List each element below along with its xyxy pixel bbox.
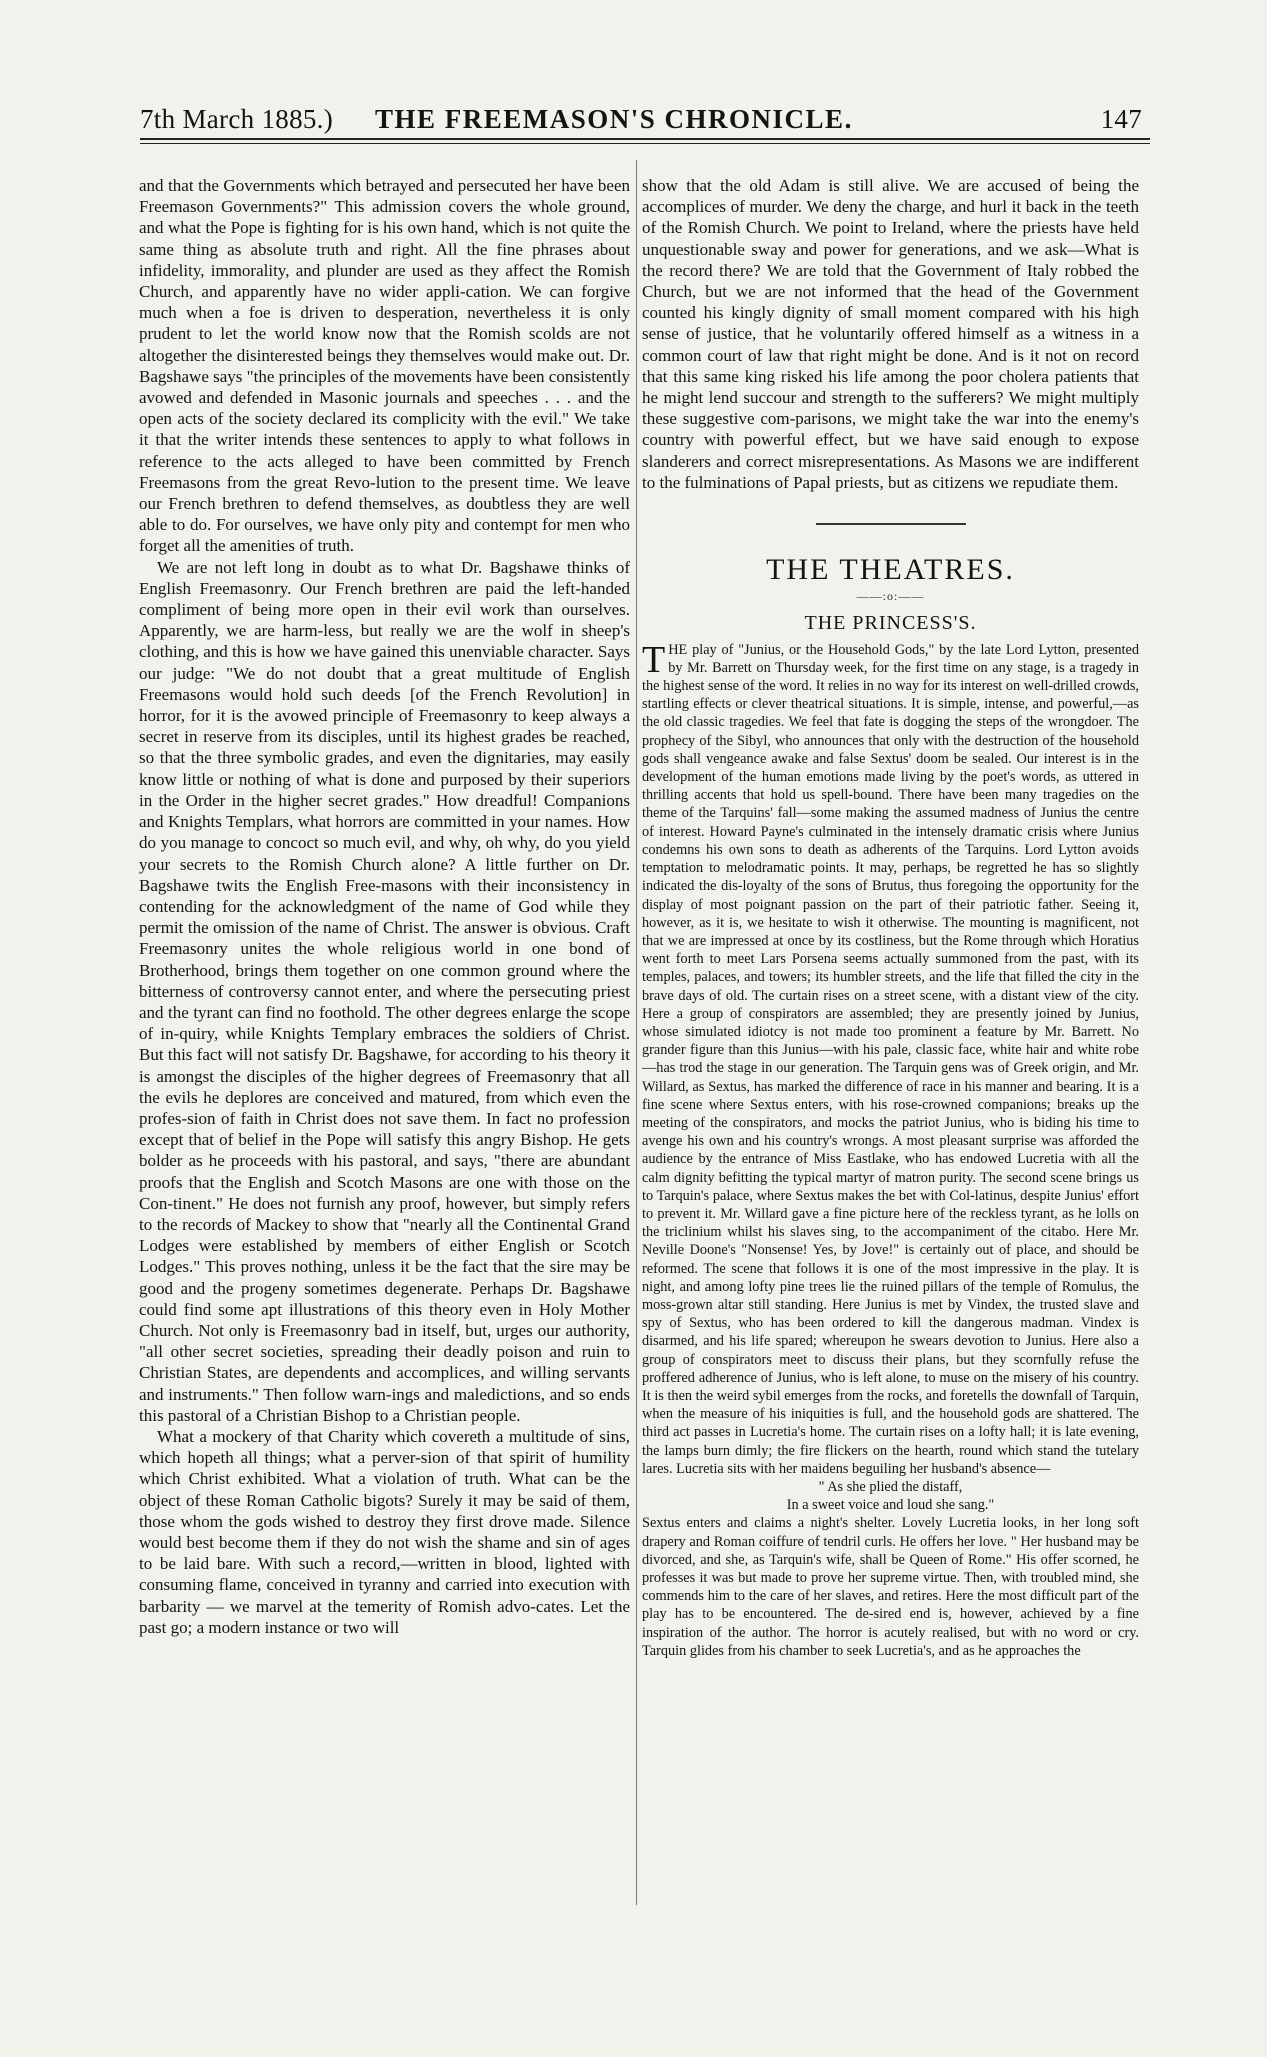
section-ornament: ——:o:—— — [856, 589, 925, 604]
verse-line: " As she plied the distaff, — [818, 1479, 963, 1495]
column-divider — [636, 160, 637, 1905]
section-rule — [816, 523, 966, 525]
left-column — [139, 175, 630, 1638]
review-paragraph: Sextus enters and claims a night's shelter. Lovely Lucretia looks, in her long soft drapery and Roman coiffure of tendril curls. He offers her love. " Her husband may be divorced, and she, as Tarquin's wife, shall be Queen of Rome." His offer scorned, he professes it was but made to prove her supreme virtue. Then, with troubled mind, she commends him to the care of her slaves, and retires. Here the most difficult part of the play has to be encountered. The de-sired end is, however, achieved by a fine inspiration of the author. The horror is acutely realised, but with no word or cry. Tarquin glides from his chamber to seek Lucretia's, and as he approaches the — [642, 1515, 1139, 1659]
subsection-title: THE PRINCESS'S. — [804, 612, 977, 635]
verse-quote — [642, 1478, 1139, 1514]
page-header — [140, 98, 1150, 138]
right-column — [642, 175, 1139, 1660]
article-paragraph: show that the old Adam is still alive. We are accused of being the accomplices of murder. We deny the charge, and hurl it back in the teeth of the Romish Church. We point to Ireland, where the priests have held unquestionable sway and power for generations, and we ask—What is the record there? We are told that the Government of Italy robbed the Church, but we are not informed that the head of the Government counted his kingly dignity of small moment compared with his high sense of justice, that he voluntarily offered himself as a witness in a common court of law that right might be done. And is it not on record that this same king risked his life among the poor cholera patients that he might lend succour and strength to the sufferers? We might multiply these suggestive com-parisons, we might take the war into the enemy's country with powerful effect, but we have said enough to expose slanderers and correct misrepresentations. As Masons we are indifferent to the fulminations of Papal priests, but as citizens we repudiate them. — [642, 176, 1139, 492]
article-paragraph: We are not left long in doubt as to what Dr. Bagshawe thinks of English Freemasonry. Our French brethren are paid the left-handed compliment of being more open in their evil work than ourselves. Apparently, we are harm-less, but really we are the wolf in sheep's clothing, and this is how we have gained this unenviable character. Says our judge: "We do not doubt that a great multitude of English Freemasons would hold such deeds [of the French Revolution] in horror, for it is the avowed principle of Freemasonry to keep always a secret in reserve from its disciples, until its highest grades be reached, so that the three symbolic grades, and even the dignitaries, may easily know little or nothing of what is done and purposed by their superiors in the Order in the higher secret grades." How dreadful! Companions and Knights Templars, what horrors are committed in your names. How do you manage to concoct so much evil, and why, oh why, do you yield your secrets to the Romish Church alone? A little further on Dr. Bagshawe twits the English Free-masons with their inconsistency in contending for the acknowledgment of the name of God while they permit the omission of the name of Christ. The answer is obvious. Craft Freemasonry unites the whole religious world in one bond of Brotherhood, brings them together on one common ground where the bitterness of controversy cannot enter, and where the persecuting priest and the tyrant can find no foothold. The other degrees enlarge the scope of in-quiry, while Knights Templary embraces the soldiers of Christ. But this fact will not satisfy Dr. Bagshawe, for according to his theory it is amongst the disciples of the higher degrees of Freemasonry that all the evils he deplores are conceived and matured, from which even the profes-sion of faith in Christ does not save them. In fact no profession except that of belief in the Pope will satisfy this angry Bishop. He gets bolder as he proceeds with his pastoral, and says, "there are abundant proofs that the English and Scotch Masons are one with those on the Con-tinent." He does not furnish any proof, however, but simply refers to the records of Mackey to show that "nearly all the Continental Grand Lodges were established by members of either English or Scotch Lodges." This proves nothing, unless it be the fact that the sire may be good and the progeny sometimes degenerate. Perhaps Dr. Bagshawe could find some apt illustrations of this theory even in Holy Mother Church. Not only is Freemasonry bad in itself, but, urges our authority, "all other secret societies, spreading their deadly poison and ruin to Christian States, are dependents and accomplices, and willing servants and instruments." Then follow warn-ings and maledictions, and so ends this pastoral of a Christian Bishop to a Christian people. — [139, 557, 630, 1425]
issue-date: 7th March 1885.) — [140, 104, 334, 134]
header-rule — [140, 138, 1150, 140]
article-paragraph: What a mockery of that Charity which covereth a multitude of sins, which hopeth all things; what a perver-sion of that spirit of humility which Christ exhibited. What a violation of truth. What can be the object of these Roman Catholic bigots? Surely it may be said of them, those whom the gods wished to destroy they first drove made. Silence would best become them if they do not wish the shame and sin of ages to be laid bare. With such a record,—written in blood, lighted with consuming flame, conceived in tyranny and carried into execution with barbarity — we marvel at the temerity of Romish advo-cates. Let the past go; a modern instance or two will — [139, 1426, 630, 1637]
article-paragraph: and that the Governments which betrayed and persecuted her have been Freemason Governments?" This admission covers the whole ground, and what the Pope is fighting for is his own hand, which is not quite the same thing as absolute truth and right. All the fine phrases about infidelity, immorality, and plunder are used as they affect the Romish Church, and apparently have no wider appli-cation. We can forgive much when a foe is driven to desperation, nevertheless it is only prudent to let the world know now that the Romish scolds are not altogether the disinterested beings they themselves would make out. Dr. Bagshawe says "the principles of the movements have been consistently avowed and defended in Masonic journals and speeches . . . and the open acts of the society declared its complicity with the evil." We take it that the writer intends these sentences to apply to what follows in reference to the acts alleged to have been committed by French Freemasons from the great Revo-lution to the present time. We leave our French brethren to defend themselves, as doubtless they are well able to do. For ourselves, we have only pity and contempt for men who forget all the amenities of truth. — [139, 176, 630, 556]
page-number: 147 — [1100, 104, 1142, 134]
review-paragraph: THE play of "Junius, or the Household Gods," by the late Lord Lytton, presented by Mr. Barrett on Thursday week, for the first time on any stage, is a tragedy in the highest sense of the word. It relies in no way for its interest on well-drilled crowds, startling effects or clever theatrical situations. It is simple, intense, and powerful,—as the old classic tragedies. We feel that fate is dogging the steps of the wrongdoer. The prophecy of the Sibyl, who announces that only with the destruction of the household gods shall vengeance awake and false Sextus' doom be sealed. Our interest is in the development of the human emotions made living by the poet's words, as uttered in thrilling accents that hold us spell-bound. There have been many tragedies on the theme of the Tarquins' fall—some making the assumed madness of Junius the centre of interest. Howard Payne's culminated in the intensely dramatic crisis where Junius condemns his own sons to death as adherents of the Tarquins. Lord Lytton avoids temptation to melodramatic points. It may, perhaps, be regretted he has so slightly indicated the dis-loyalty of the sons of Brutus, thus foregoing the opportunity for the display of most poignant passion on the part of their patriotic father. Seeing it, however, as it is, we hesitate to wish it otherwise. The mounting is magnificent, not that we are impressed at once by its costliness, but the Rome through which Horatius went forth to meet Lars Porsena seems actually summoned from the past, with its temples, palaces, and towers; its humbler streets, and the life that filled the city in the brave days of old. The curtain rises on a street scene, with a distant view of the city. Here a group of conspirators are assembled; they are presently joined by Junius, whose simulated idiotcy is not made too prominent a feature by Mr. Barrett. No grander figure than this Junius—with his pale, classic face, white hair and white robe—has trod the stage in our generation. The Tarquin gens was of Greek origin, and Mr. Willard, as Sextus, has marked the difference of race in his manner and bearing. It is a fine scene where Sextus enters, with his rose-crowned companions; breaks up the meeting of the conspirators, and mocks the patriot Junius, who is biding his time to avenge his own and his country's wrongs. A most pleasant surprise was afforded the audience by the entrance of Miss Eastlake, who has endowed Lucretia with all the calm dignity befitting the typical martyr of matron purity. The second scene brings us to Tarquin's palace, where Sextus makes the bet with Col-latinus, despite Junius' effort to prevent it. Mr. Willard gave a fine picture here of the reckless tyrant, as he lolls on the triclinium whilst his slaves sing, to the accompaniment of the citabo. Here Mr. Neville Doone's "Nonsense! Yes, by Jove!" is certainly out of place, and should be reformed. The scene that follows it is one of the most impressive in the play. It is night, and among lofty pine trees lie the ruined pillars of the temple of Romulus, the moss-grown altar still standing. Here Junius is met by Vindex, the trusted slave and spy of Sextus, who has been ordered to kill the dangerous madman. Vindex is disarmed, and his life spared; whereupon he swears devotion to Junius. Here also a group of conspirators meet to discuss their plans, but they scornfully refuse the proffered adherence of Junius, who is left alone, to muse on the misery of his country. It is then the weird sybil emerges from the rocks, and foretells the downfall of Tarquin, when the measure of his iniquities is full, and the household gods are shattered. The third act passes in Lucretia's home. The curtain rises on a lofty hall; it is late evening, the lamps burn dimly; the fire flickers on the hearth, round which stand the tutelary lares. Lucretia sits with her maidens beguiling her husband's absence— — [642, 638, 1139, 1477]
verse-line: In a sweet voice and loud she sang." — [786, 1497, 995, 1514]
publication-title: THE FREEMASON'S CHRONICLE. — [375, 104, 853, 134]
theatre-review — [642, 638, 1139, 1660]
section-title: THE THEATRES. — [766, 553, 1015, 587]
header-rule-thin — [140, 143, 1150, 144]
